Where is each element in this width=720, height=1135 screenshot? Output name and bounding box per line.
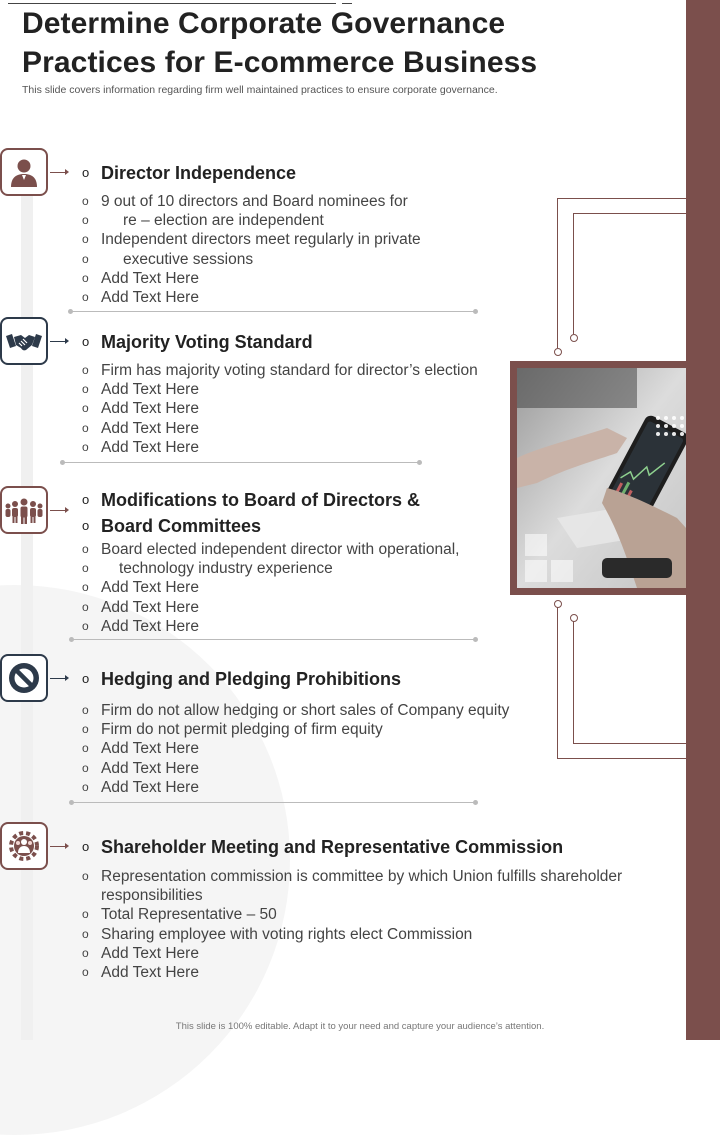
prohibited-icon-box bbox=[0, 654, 48, 702]
handshake-icon bbox=[5, 326, 43, 356]
list-item: o Add Text Here bbox=[82, 617, 459, 636]
section-separator bbox=[71, 639, 476, 640]
section-title-hedging: o Hedging and Pledging Prohibitions bbox=[82, 669, 401, 689]
page-title bbox=[22, 4, 537, 82]
section-title-text: Director Independence bbox=[101, 163, 297, 183]
decor-line bbox=[573, 213, 574, 334]
section-separator bbox=[71, 802, 476, 803]
decor-dot bbox=[570, 334, 578, 342]
list-item bbox=[82, 559, 459, 578]
decor-dot bbox=[554, 348, 562, 356]
list-item: responsibilities bbox=[101, 887, 203, 905]
section-list bbox=[82, 192, 421, 307]
section-list bbox=[82, 701, 509, 797]
list-item-text: executive sessions bbox=[123, 250, 254, 268]
section-arrow bbox=[50, 172, 66, 173]
list-item: o Add Text Here bbox=[82, 288, 421, 307]
section-arrow bbox=[50, 341, 66, 342]
section-arrow bbox=[50, 678, 66, 679]
list-item: o Total Representative – 50 bbox=[82, 905, 622, 924]
list-item: o Add Text Here bbox=[82, 944, 622, 963]
handshake-icon-box bbox=[0, 317, 48, 365]
section-title-text: Board Committees bbox=[101, 516, 262, 536]
section-title-text: Shareholder Meeting and Representative Commission bbox=[101, 837, 564, 857]
list-item: o Firm do not permit pledging of firm equity bbox=[82, 720, 509, 739]
section-title-majority-voting: o Majority Voting Standard bbox=[82, 332, 313, 352]
list-item: o Add Text Here bbox=[82, 380, 478, 399]
team-icon-box bbox=[0, 486, 48, 534]
section-title-shareholder: o Shareholder Meeting and Representative Commission bbox=[82, 837, 564, 857]
prohibited-icon bbox=[7, 661, 41, 695]
section-title-modifications: o Modifications to Board of Directors & o Board Committees bbox=[82, 490, 421, 536]
section-separator bbox=[62, 462, 420, 463]
list-item: o Sharing employee with voting rights elect Commission bbox=[82, 925, 622, 944]
list-item-text: technology industry experience bbox=[119, 560, 333, 578]
group-settings-icon bbox=[6, 828, 42, 864]
decor-line bbox=[573, 213, 686, 214]
decor-line bbox=[557, 198, 686, 199]
section-list bbox=[82, 867, 622, 982]
list-item: o Firm do not allow hedging or short sales of Company equity bbox=[82, 701, 509, 720]
section-list bbox=[82, 540, 459, 636]
decor-line bbox=[557, 758, 686, 759]
list-item: o Board elected independent director with operational, bbox=[82, 540, 459, 559]
title-line-1: Determine Corporate Governance bbox=[22, 7, 506, 40]
list-item: o Add Text Here bbox=[82, 438, 478, 457]
list-item bbox=[82, 250, 421, 269]
decor-dot bbox=[570, 614, 578, 622]
list-item: o Add Text Here bbox=[82, 399, 478, 418]
section-arrow bbox=[50, 846, 66, 847]
section-title-text: Majority Voting Standard bbox=[101, 332, 313, 352]
timeline-line bbox=[21, 185, 33, 1040]
group-settings-icon-box bbox=[0, 822, 48, 870]
list-item: o Add Text Here bbox=[82, 419, 478, 438]
list-item: o Firm has majority voting standard for director’s election bbox=[82, 361, 478, 380]
decor-dot bbox=[554, 600, 562, 608]
section-title-director-independence: o Director Independence bbox=[82, 163, 297, 183]
list-item: o Add Text Here bbox=[82, 739, 509, 758]
section-title-text: Hedging and Pledging Prohibitions bbox=[101, 669, 401, 689]
hand-holding-phone-image bbox=[517, 368, 686, 588]
list-item: o Add Text Here bbox=[82, 269, 421, 288]
list-item: o Add Text Here bbox=[82, 578, 459, 597]
page-subtitle: This slide covers information regarding firm well maintained practices to ensure corporate governance. bbox=[22, 84, 498, 96]
list-item: o Add Text Here bbox=[82, 759, 509, 778]
person-icon-box bbox=[0, 148, 48, 196]
list-item: o 9 out of 10 directors and Board nominees for bbox=[82, 192, 421, 211]
right-accent-bar bbox=[686, 0, 720, 1040]
list-item: o Add Text Here bbox=[82, 598, 459, 617]
list-item: o Representation commission is committee by which Union fulfills shareholder bbox=[82, 867, 622, 886]
list-item: o Add Text Here bbox=[82, 963, 622, 982]
section-separator bbox=[70, 311, 476, 312]
footer-note: This slide is 100% editable. Adapt it to your need and capture your audience’s attention. bbox=[175, 1021, 545, 1032]
list-item: o Independent directors meet regularly in private bbox=[82, 230, 421, 249]
phone-photo bbox=[517, 368, 686, 588]
decor-line bbox=[557, 607, 558, 758]
title-line-2: Practices for E-commerce Business bbox=[22, 46, 538, 79]
phone-photo-frame bbox=[510, 361, 686, 595]
list-item bbox=[82, 211, 421, 230]
section-title-text: Modifications to Board of Directors & bbox=[101, 490, 421, 510]
section-arrow bbox=[50, 510, 66, 511]
decor-line bbox=[573, 621, 574, 743]
person-icon bbox=[7, 155, 41, 189]
decor-line bbox=[573, 743, 686, 744]
section-list bbox=[82, 361, 478, 457]
team-icon bbox=[5, 494, 43, 526]
decor-line bbox=[557, 198, 558, 348]
list-item-text: re – election are independent bbox=[123, 212, 324, 230]
list-item: o Add Text Here bbox=[82, 778, 509, 797]
